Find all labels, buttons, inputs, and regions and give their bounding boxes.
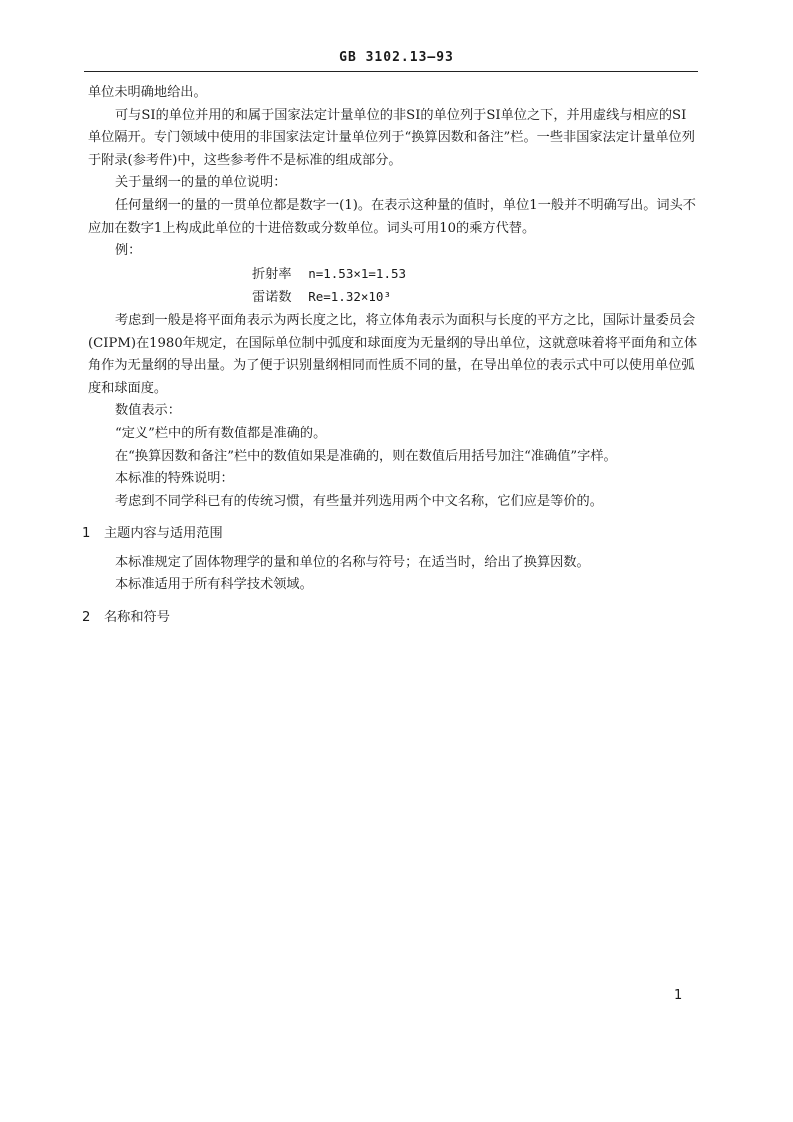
section-title: 名称和符号: [104, 610, 170, 626]
paragraph: 数值表示：: [115, 403, 181, 419]
example-label: 折射率: [252, 266, 292, 282]
example-heading: 例：: [115, 243, 142, 259]
paragraph: 在“换算因数和备注”栏中的数值如果是准确的，则在数值后用括号加注“准确值”字样。: [115, 448, 617, 464]
paragraph: 关于量纲一的量的单位说明：: [115, 175, 287, 191]
paragraph: 单位未明确地给出。: [88, 85, 207, 100]
page-number: 1: [674, 988, 683, 1003]
paragraph: 考虑到不同学科已有的传统习惯，有些量并列选用两个中文名称，它们应是等价的。: [115, 493, 603, 509]
example-reynolds-number: [88, 286, 698, 310]
page-header: GB 3102.13—93: [339, 50, 454, 65]
paragraph: 本标准规定了固体物理学的量和单位的名称与符号；在适当时，给出了换算因数。: [115, 554, 590, 570]
paragraph: 本标准适用于所有科学技术领域。: [115, 577, 313, 593]
example-label: 雷诺数: [252, 290, 292, 306]
section-heading-1: [82, 523, 698, 546]
section-title: 主题内容与适用范围: [104, 526, 223, 542]
example-refractive-index: [88, 263, 698, 287]
paragraph: 可与SI的单位并用的和属于国家法定计量单位的非SI的单位列于SI单位之下，并用虚线与相应的SI单位隔开。专门领域中使用的非国家法定计量单位列于“换算因数和备注”栏。一些非国家法定计量单位列于附录(参考件)中，这些参考件不是标准的组成部分。: [88, 107, 695, 168]
section-number: 2: [82, 610, 91, 626]
example-formula: Re=1.32×10³: [308, 289, 391, 305]
section-heading-2: [82, 607, 698, 630]
section-number: 1: [82, 526, 91, 542]
paragraph: 任何量纲一的量的一贯单位都是数字一(1)。在表示这种量的值时，单位1一般并不明确写出。词头不应加在数字1上构成此单位的十进倍数或分数单位。词头可用10的乘方代替。: [88, 197, 696, 236]
paragraph: 考虑到一般是将平面角表示为两长度之比，将立体角表示为面积与长度的平方之比，国际计量委员会(CIPM)在1980年规定，在国际单位制中弧度和球面度为无量纲的导出单位，这就意味着将平面角和立体角作为无量纲的导出量。为了便于识别量纲相同而性质不同的量，在导出单位的表示式中可以使用单位弧度和球面度。: [88, 312, 698, 396]
example-formula: n=1.53×1=1.53: [308, 265, 407, 281]
document-body: [82, 82, 698, 636]
header-rule: [84, 71, 698, 72]
paragraph: “定义”栏中的所有数值都是准确的。: [115, 425, 327, 441]
paragraph: 本标准的特殊说明：: [115, 471, 234, 487]
